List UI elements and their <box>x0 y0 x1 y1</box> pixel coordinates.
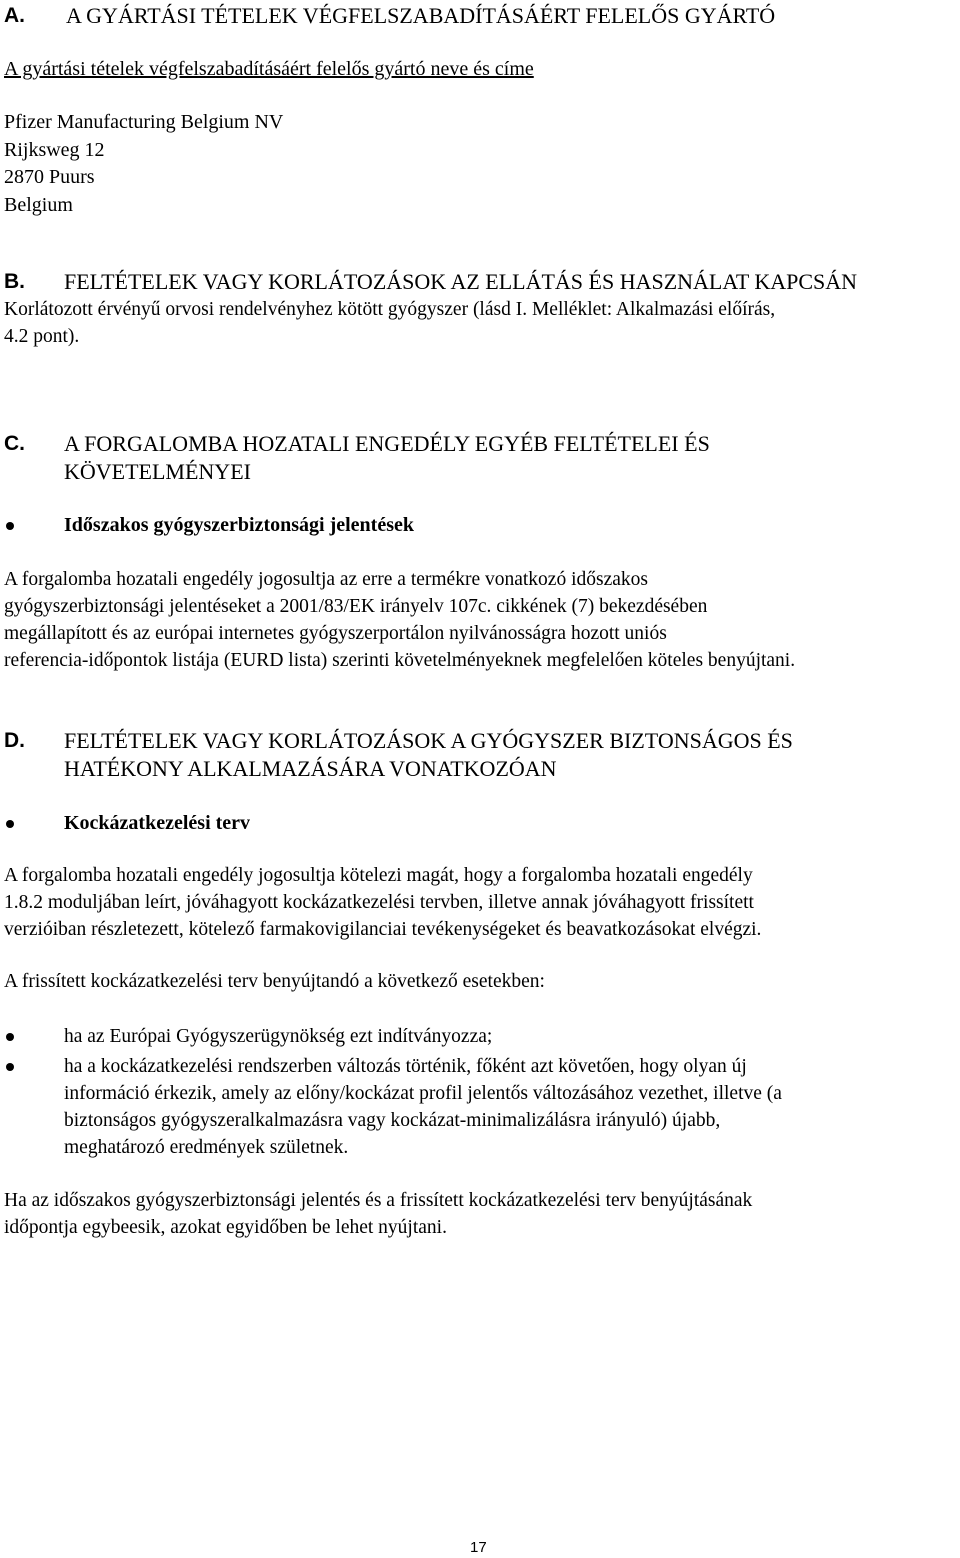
section-d-title-line: HATÉKONY ALKALMAZÁSÁRA VONATKOZÓAN <box>64 756 557 781</box>
section-b-text <box>4 296 954 350</box>
address-line: Pfizer Manufacturing Belgium NV <box>4 111 284 133</box>
text-line: 1.8.2 moduljában leírt, jóváhagyott kockázatkezelési tervben, illetve annak jóváhagyott frissített <box>4 892 754 913</box>
bullet-dot <box>6 820 14 828</box>
page-number: 17 <box>470 1539 487 1556</box>
section-d-list-item <box>0 1053 960 1161</box>
bullet-dot <box>6 522 14 530</box>
bullet-dot <box>6 1033 14 1041</box>
section-d-title-line: FELTÉTELEK VAGY KORLÁTOZÁSOK A GYÓGYSZER BIZTONSÁGOS ÉS <box>64 728 793 753</box>
text-line: A forgalomba hozatali engedély jogosultja az erre a termékre vonatkozó időszakos <box>4 569 648 590</box>
section-d-intro <box>4 968 954 995</box>
address-line: 2870 Puurs <box>4 166 95 188</box>
text-line: A forgalomba hozatali engedély jogosultja kötelezi magát, hogy a forgalomba hozatali engedély <box>4 865 753 886</box>
address-line: Rijksweg 12 <box>4 138 105 161</box>
section-a-title: A GYÁRTÁSI TÉTELEK VÉGFELSZABADÍTÁSÁÉRT FELELŐS GYÁRTÓ <box>66 3 776 28</box>
list-item-text: ha az Európai Gyógyszerügynökség ezt indítványozza; <box>64 1026 493 1047</box>
text-line: Korlátozott érvényű orvosi rendelvényhez kötött gyógyszer (lásd I. Melléklet: Alkalmazási előírás, <box>4 299 776 320</box>
manufacturer-address <box>4 109 283 219</box>
section-b-title: FELTÉTELEK VAGY KORLÁTOZÁSOK AZ ELLÁTÁS ÉS HASZNÁLAT KAPCSÁN <box>64 269 858 294</box>
section-c-title-line: KÖVETELMÉNYEI <box>64 459 251 484</box>
section-d-text <box>4 862 954 943</box>
section-d-list-item <box>0 1023 960 1050</box>
text-line: gyógyszerbiztonsági jelentéseket a 2001/83/EK irányelv 107c. cikkének (7) bekezdésében <box>4 596 708 617</box>
section-d-bullet <box>0 810 960 838</box>
text-line: A frissített kockázatkezelési terv benyújtandó a következő esetekben: <box>4 971 545 992</box>
bullet-dot <box>6 1063 14 1071</box>
section-c-bullet-heading: Időszakos gyógyszerbiztonsági jelentések <box>64 514 414 536</box>
section-d-letter: D. <box>4 729 25 752</box>
section-a-subtitle-text: A gyártási tételek végfelszabadításáért felelős gyártó neve és címe <box>4 58 534 80</box>
list-item-text: biztonságos gyógyszeralkalmazásra vagy kockázat-minimalizálásra irányuló) újabb, <box>64 1110 721 1131</box>
section-c-title-line: A FORGALOMBA HOZATALI ENGEDÉLY EGYÉB FELTÉTELEI ÉS <box>64 431 710 456</box>
text-line: Ha az időszakos gyógyszerbiztonsági jelentés és a frissített kockázatkezelési terv benyújtásának <box>4 1190 753 1211</box>
text-line: verzióiban részletezett, kötelező farmakovigilanciai tevékenységeket és beavatkozásokat elvégzi. <box>4 919 762 940</box>
section-d-bullet-heading: Kockázatkezelési terv <box>64 812 251 834</box>
text-line: 4.2 pont). <box>4 326 80 347</box>
list-item-text: ha a kockázatkezelési rendszerben változás történik, főként azt követően, hogy olyan új <box>64 1056 747 1077</box>
section-a-letter: A. <box>4 4 25 27</box>
section-b-letter: B. <box>4 270 25 293</box>
section-a-subtitle <box>4 56 954 83</box>
text-line: időpontja egybeesik, azokat egyidőben be lehet nyújtani. <box>4 1217 447 1238</box>
text-line: megállapított és az európai internetes gyógyszerportálon nyilvánosságra hozott uniós <box>4 623 667 644</box>
section-c-letter: C. <box>4 432 25 455</box>
section-c-bullet <box>0 512 960 540</box>
address-line: Belgium <box>4 193 73 216</box>
list-item-text: információ érkezik, amely az előny/kockázat profil jelentős változásához vezethet, illetve (a <box>64 1083 782 1104</box>
section-c-text <box>4 566 954 674</box>
section-d-closing <box>4 1187 954 1241</box>
text-line: referencia-időpontok listája (EURD lista) szerinti követelményeknek megfelelően köteles benyújtani. <box>4 650 796 671</box>
list-item-text: meghatározó eredmények születnek. <box>64 1137 349 1158</box>
